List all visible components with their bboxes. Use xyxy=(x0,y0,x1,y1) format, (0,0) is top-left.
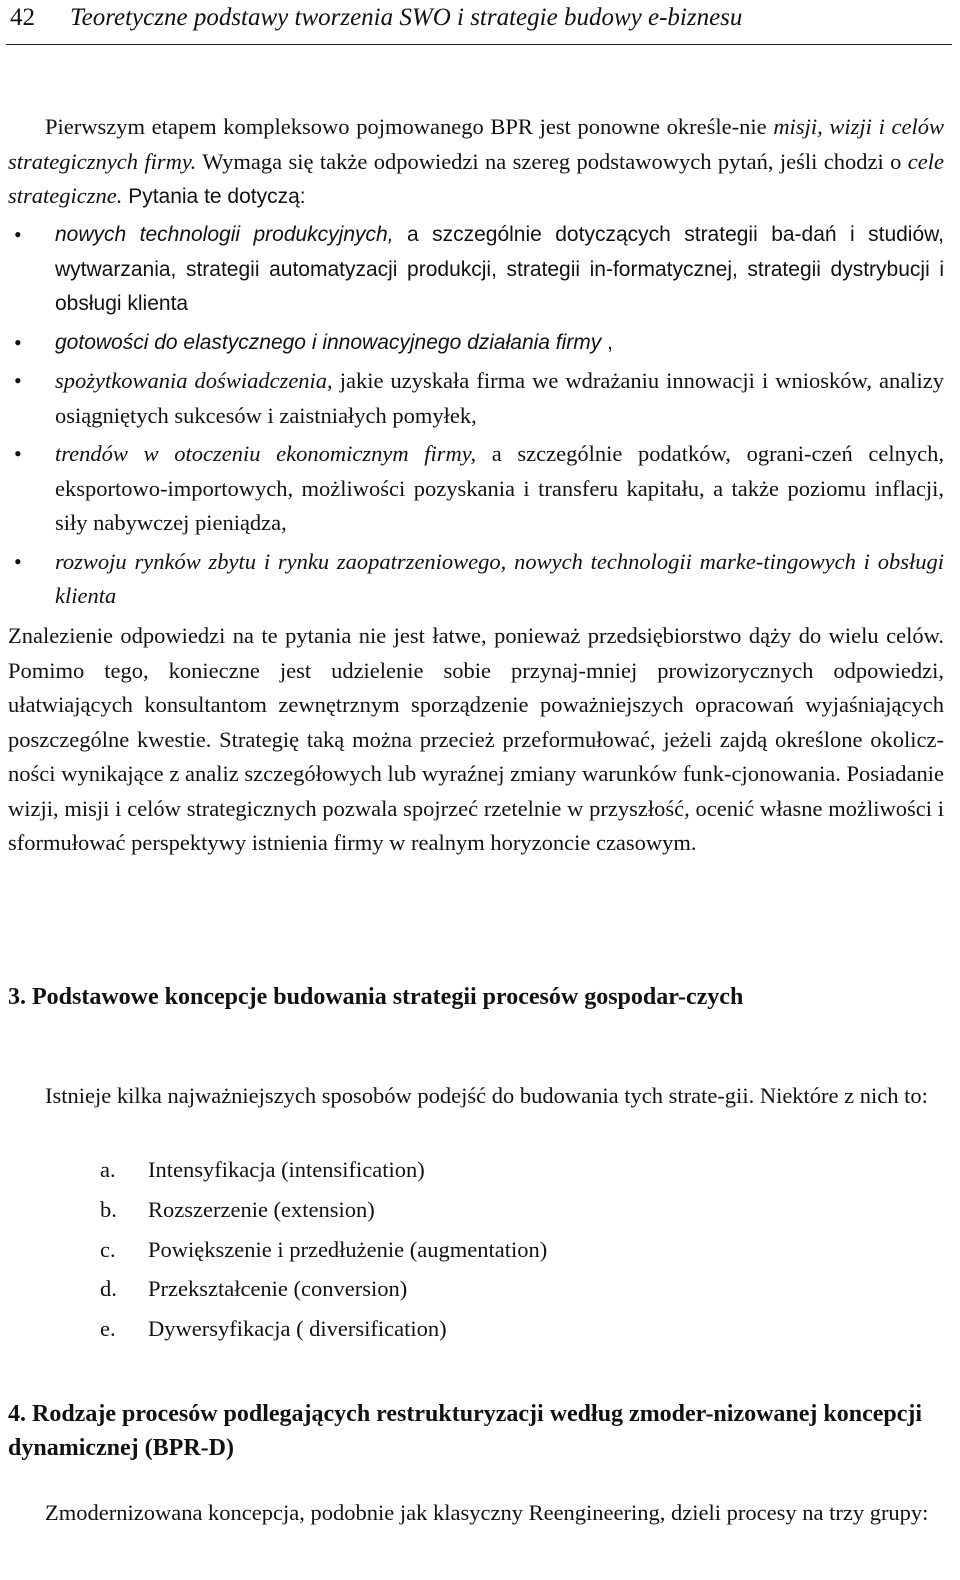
bullet-emphasis: nowych technologii produkcyjnych, xyxy=(55,223,394,246)
bullet-text: jakie uzyskała firma we wdrażaniu innowacji i wniosków, analizy osiągniętych sukcesów i zaistniałych pomyłek, xyxy=(55,368,944,428)
list-item xyxy=(100,1153,547,1193)
intro-text-2: Wymaga się także odpowiedzi na szereg podstawowych pytań, jeśli chodzi o xyxy=(196,148,908,174)
list-text: Powiększenie i przedłużenie (augmentation) xyxy=(148,1236,548,1262)
bullet-item xyxy=(8,218,944,322)
bullet-text: a szczególnie dotyczących strategii ba-dań i studiów, wytwarzania, strategii automatyzacji produkcji, strategii in-formatycznej, strategii dystrybucji i obsługi klienta xyxy=(55,223,944,315)
bullet-item xyxy=(8,326,944,361)
running-title: Teoretyczne podstawy tworzenia SWO i strategie budowy e-biznesu xyxy=(70,4,743,31)
section-heading-3: 3. Podstawowe koncepcje budowania strategii procesów gospodar-czych xyxy=(8,984,744,1010)
question-bullet-list xyxy=(8,218,944,614)
bullet-emphasis: rozwoju rynków zbytu i rynku zaopatrzeniowego, nowych technologii marke-tingowych i obsługi klienta xyxy=(55,548,944,608)
page-header xyxy=(6,0,952,45)
intro-emphasis-mission: misji, wizji i celów strategicznych firmy. xyxy=(8,114,944,174)
body-paragraph: Znalezienie odpowiedzi na te pytania nie jest łatwe, ponieważ przedsiębiorstwo dąży do wielu celów. Pomimo tego, konieczne jest udzielenie sobie przynaj-mniej prowizorycznych odpowiedzi, ułatwiających konsultantom zewnętrznym sporządzenie poważniejszych opracowań wyjaśniających poszczególne kwestie. Strategię taką można przecież przeformułować, jeżeli zajdą określone okolicz-ności wynikające z analiz szczegółowych lub wyraźnej zmiany warunków funk-cjonowania. Posiadanie wizji, misji i celów strategicznych pozwala spojrzeć rzetelnie w przyszłość, ocenić własne możliwości i sformułować perspektywy istnienia firmy w realnym horyzoncie czasowym. xyxy=(8,623,944,855)
list-letter: d. xyxy=(100,1276,117,1302)
bullet-item xyxy=(8,545,944,614)
list-item xyxy=(100,1193,547,1233)
bullet-text: a szczególnie podatków, ograni-czeń celnych, eksportowo-importowych, możliwości pozyskania i transferu kapitału, a także poziomu inflacji, siły nabywczej pieniądza, xyxy=(55,441,944,535)
intro-paragraph xyxy=(8,110,944,215)
bullet-emphasis: trendów w otoczeniu ekonomicznym firmy, xyxy=(55,441,477,466)
list-item xyxy=(100,1233,547,1273)
bullet-emphasis: spożytkowania doświadczenia, xyxy=(55,368,333,393)
list-letter: b. xyxy=(100,1196,117,1222)
list-letter: e. xyxy=(100,1316,116,1342)
page-number: 42 xyxy=(10,4,35,31)
list-text: Intensyfikacja (intensification) xyxy=(148,1157,425,1182)
bullet-item xyxy=(8,437,944,541)
intro-text-3: Pytania te dotyczą: xyxy=(122,185,306,208)
list-text: Przekształcenie (conversion) xyxy=(148,1276,408,1302)
list-letter: a. xyxy=(100,1157,116,1182)
intro-emphasis-goals: cele strategiczne. xyxy=(8,148,944,208)
bullet-item xyxy=(8,364,944,433)
list-item xyxy=(100,1312,547,1352)
bullet-text: , xyxy=(601,330,613,354)
intro-text-1: Pierwszym etapem kompleksowo pojmowanego BPR jest ponowne określe-nie xyxy=(45,114,774,139)
list-item xyxy=(100,1272,547,1312)
section-3-intro: Istnieje kilka najważniejszych sposobów podejść do budowania tych strate-gii. Niektóre z nich to: xyxy=(45,1083,928,1108)
section-4-intro: Zmodernizowana koncepcja, podobnie jak klasyczny Reengineering, dzieli procesy na trzy grupy: xyxy=(45,1500,929,1525)
list-text: Dywersyfikacja ( diversification) xyxy=(148,1316,447,1342)
list-text: Rozszerzenie (extension) xyxy=(148,1196,375,1222)
list-letter: c. xyxy=(100,1236,116,1262)
section-heading-4: 4. Rodzaje procesów podlegających restrukturyzacji według zmoder-nizowanej koncepcji dynamicznej (BPR-D) xyxy=(8,1401,923,1461)
bullet-emphasis: gotowości do elastycznego i innowacyjnego działania firmy xyxy=(55,330,602,354)
strategy-list xyxy=(100,1153,547,1352)
